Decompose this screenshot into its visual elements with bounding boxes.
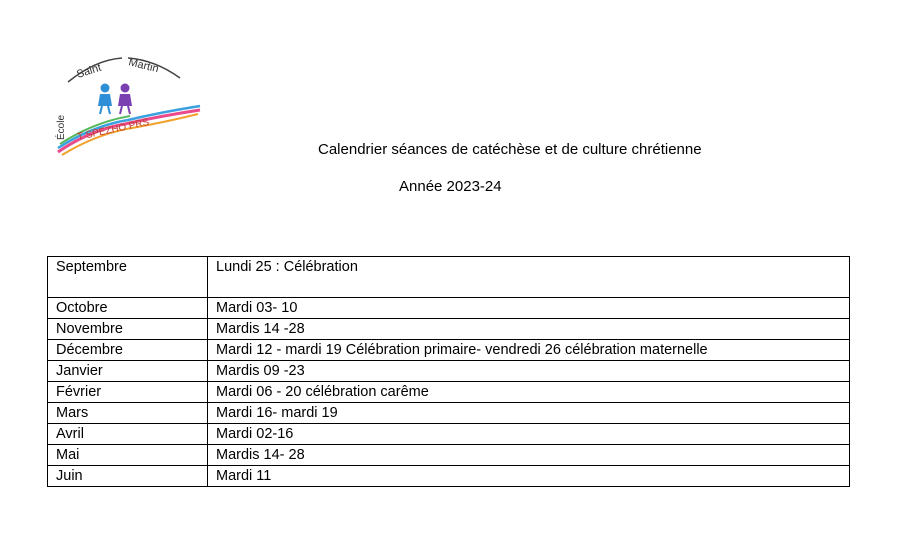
logo-text-ecole: École — [56, 114, 67, 140]
month-cell: Septembre — [48, 257, 208, 298]
table-row — [48, 445, 850, 466]
dates-cell: Lundi 25 : Célébration — [208, 257, 850, 298]
table-row — [48, 319, 850, 340]
dates-cell: Mardis 14 -28 — [208, 319, 850, 340]
table-row — [48, 424, 850, 445]
month-cell: Octobre — [48, 298, 208, 319]
table-row — [48, 466, 850, 487]
table-row — [48, 403, 850, 424]
month-cell: Février — [48, 382, 208, 403]
month-cell: Novembre — [48, 319, 208, 340]
month-cell: Avril — [48, 424, 208, 445]
month-cell: Juin — [48, 466, 208, 487]
logo-text-martin: Martin — [127, 56, 160, 76]
dates-cell: Mardi 12 - mardi 19 Célébration primaire- vendredi 26 célébration maternelle — [208, 340, 850, 361]
dates-cell: Mardi 03- 10 — [208, 298, 850, 319]
table-row — [48, 340, 850, 361]
table-row — [48, 298, 850, 319]
dates-cell: Mardis 14- 28 — [208, 445, 850, 466]
school-year: Année 2023-24 — [399, 178, 502, 195]
logo-ribbon-text: T SPEZHO PRS — [76, 116, 151, 143]
month-cell: Janvier — [48, 361, 208, 382]
logo-text-saint: Saint — [75, 61, 103, 81]
table-row — [48, 257, 850, 298]
dates-cell: Mardi 11 — [208, 466, 850, 487]
calendar-table — [47, 256, 850, 487]
page-title: Calendrier séances de catéchèse et de culture chrétienne — [318, 141, 702, 158]
table-row — [48, 382, 850, 403]
table-row — [48, 361, 850, 382]
school-logo — [50, 52, 205, 157]
month-cell: Mai — [48, 445, 208, 466]
dates-cell: Mardis 09 -23 — [208, 361, 850, 382]
dates-cell: Mardi 06 - 20 célébration carême — [208, 382, 850, 403]
month-cell: Mars — [48, 403, 208, 424]
dates-cell: Mardi 02-16 — [208, 424, 850, 445]
month-cell: Décembre — [48, 340, 208, 361]
dates-cell: Mardi 16- mardi 19 — [208, 403, 850, 424]
